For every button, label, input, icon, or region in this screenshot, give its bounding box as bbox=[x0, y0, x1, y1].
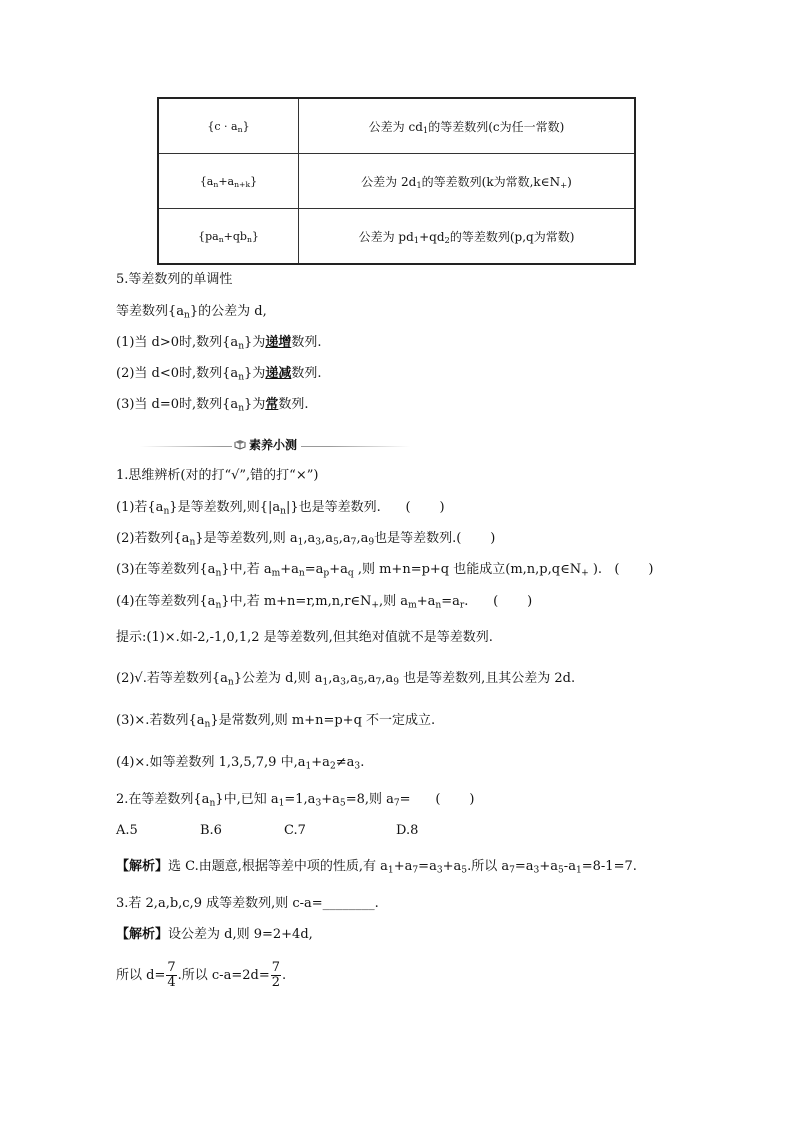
q1-title: 1.思维辨析(对的打“√”,错的打“×”) bbox=[116, 468, 319, 483]
q2-question: 2.在等差数列$\{a_n\}$中,已知 $a_1=1,a_3+a_5=8$,则 $a_7=$ ( ) bbox=[116, 792, 475, 809]
option-c: C.7 bbox=[284, 823, 306, 838]
q1-item-1: (1)若$\{a_n\}$是等差数列,则$\{|a_n|\}$也是等差数列. ( ) bbox=[116, 500, 445, 517]
option-d: D.8 bbox=[396, 823, 419, 838]
analysis-tag: 【解析】 bbox=[116, 859, 169, 874]
q1-item-4: (4)在等差数列$\{a_n\}$中,若 $m+n=r,m,n,r\in N_+$,则 $a_m+a_n=a_r$. ( ) bbox=[116, 594, 533, 611]
option-a: A.5 bbox=[116, 823, 138, 838]
fraction-numerator: 7 bbox=[271, 960, 280, 975]
section-title-text: 素养小测 bbox=[249, 438, 298, 452]
table-row bbox=[158, 154, 635, 209]
properties-table bbox=[157, 97, 636, 265]
case-text: (3)当 d=0时,数列$\{a_n\}$为 bbox=[116, 397, 266, 414]
fraction-7-2 bbox=[271, 961, 281, 990]
monotonic-case-1 bbox=[116, 335, 321, 351]
conclusion-text: . bbox=[282, 968, 287, 983]
section-divider bbox=[140, 436, 410, 452]
section-title bbox=[232, 436, 301, 453]
q2-analysis bbox=[116, 859, 637, 875]
fraction-7-4 bbox=[166, 961, 176, 990]
conclusion-text: 所以 d= bbox=[116, 968, 166, 983]
monotonic-intro: 等差数列$\{a_n\}$的公差为 d, bbox=[116, 304, 267, 321]
case-answer: 常 bbox=[265, 397, 279, 412]
case-text: (1)当 d>0时,数列$\{a_n\}$为 bbox=[116, 335, 266, 352]
table-cell-description: 公差为 $pd_1+qd_2$的等差数列(p,q为常数) bbox=[299, 209, 636, 265]
monotonic-case-2 bbox=[116, 366, 321, 382]
analysis-tag: 【解析】 bbox=[116, 927, 169, 942]
q1-hint-2: (2)√.若等差数列$\{a_n\}$公差为 d,则 $a_1,a_3,a_5,a_7,a_9$ 也是等差数列,且其公差为 2d. bbox=[116, 671, 576, 688]
table-row bbox=[158, 209, 635, 265]
book-icon bbox=[234, 439, 246, 450]
case-answer: 递减 bbox=[265, 366, 292, 381]
monotonic-heading: 5.等差数列的单调性 bbox=[116, 272, 233, 287]
q3-analysis bbox=[116, 927, 313, 943]
option-b: B.6 bbox=[200, 823, 222, 838]
fraction-denominator: 2 bbox=[271, 975, 280, 990]
table-cell-description: 公差为 $cd_1$的等差数列(c为任一常数) bbox=[299, 98, 636, 154]
q1-item-2: (2)若数列$\{a_n\}$是等差数列,则 $a_1,a_3,a_5,a_7,a_9$也是等差数列.( ) bbox=[116, 531, 496, 548]
q3-question: 3.若 2,a,b,c,9 成等差数列,则 c-a=________. bbox=[116, 896, 379, 911]
table-cell-sequence: $\{a_n+a_{n+k}\}$ bbox=[158, 154, 299, 209]
case-text: 数列. bbox=[291, 366, 322, 381]
case-text: 数列. bbox=[291, 335, 322, 350]
q1-hint-3: (3)×.若数列$\{a_n\}$是常数列,则 m+n=p+q 不一定成立. bbox=[116, 713, 436, 730]
case-answer: 递增 bbox=[265, 335, 292, 350]
case-text: (2)当 d<0时,数列$\{a_n\}$为 bbox=[116, 366, 266, 383]
q1-hint-1: 提示:(1)×.如-2,-1,0,1,2 是等差数列,但其绝对值就不是等差数列. bbox=[116, 630, 493, 645]
fraction-denominator: 4 bbox=[167, 975, 176, 990]
table-cell-description: 公差为 $2d_1$的等差数列(k为常数$,k\in N_+$) bbox=[299, 154, 636, 209]
q2-options bbox=[116, 823, 418, 839]
q3-conclusion bbox=[116, 961, 286, 990]
q1-hint-4: (4)×.如等差数列 1,3,5,7,9 中$,a_1+a_2\ne a_3$. bbox=[116, 755, 365, 772]
table-cell-sequence: $\{pa_n+qb_n\}$ bbox=[158, 209, 299, 265]
table-cell-sequence: $\{c \cdot a_n\}$ bbox=[158, 98, 299, 154]
conclusion-text: .所以 c-a=2d= bbox=[177, 968, 270, 983]
analysis-text: 选 C.由题意,根据等差中项的性质,有 $a_1+a_7=a_3+a_5$.所以 $a_7=a_3+a_5-a_1=8-1=7$. bbox=[168, 859, 637, 876]
q1-item-3: (3)在等差数列$\{a_n\}$中,若 $a_m+a_n=a_p+a_q$ ,则 m+n=p+q 也能成立($m,n,p,q\in N_+$ ). ( ) bbox=[116, 562, 654, 579]
fraction-numerator: 7 bbox=[167, 960, 176, 975]
analysis-text: 设公差为 d,则 9=2+4d, bbox=[168, 927, 313, 942]
case-text: 数列. bbox=[278, 397, 309, 412]
table-row bbox=[158, 98, 635, 154]
monotonic-case-3 bbox=[116, 397, 308, 413]
